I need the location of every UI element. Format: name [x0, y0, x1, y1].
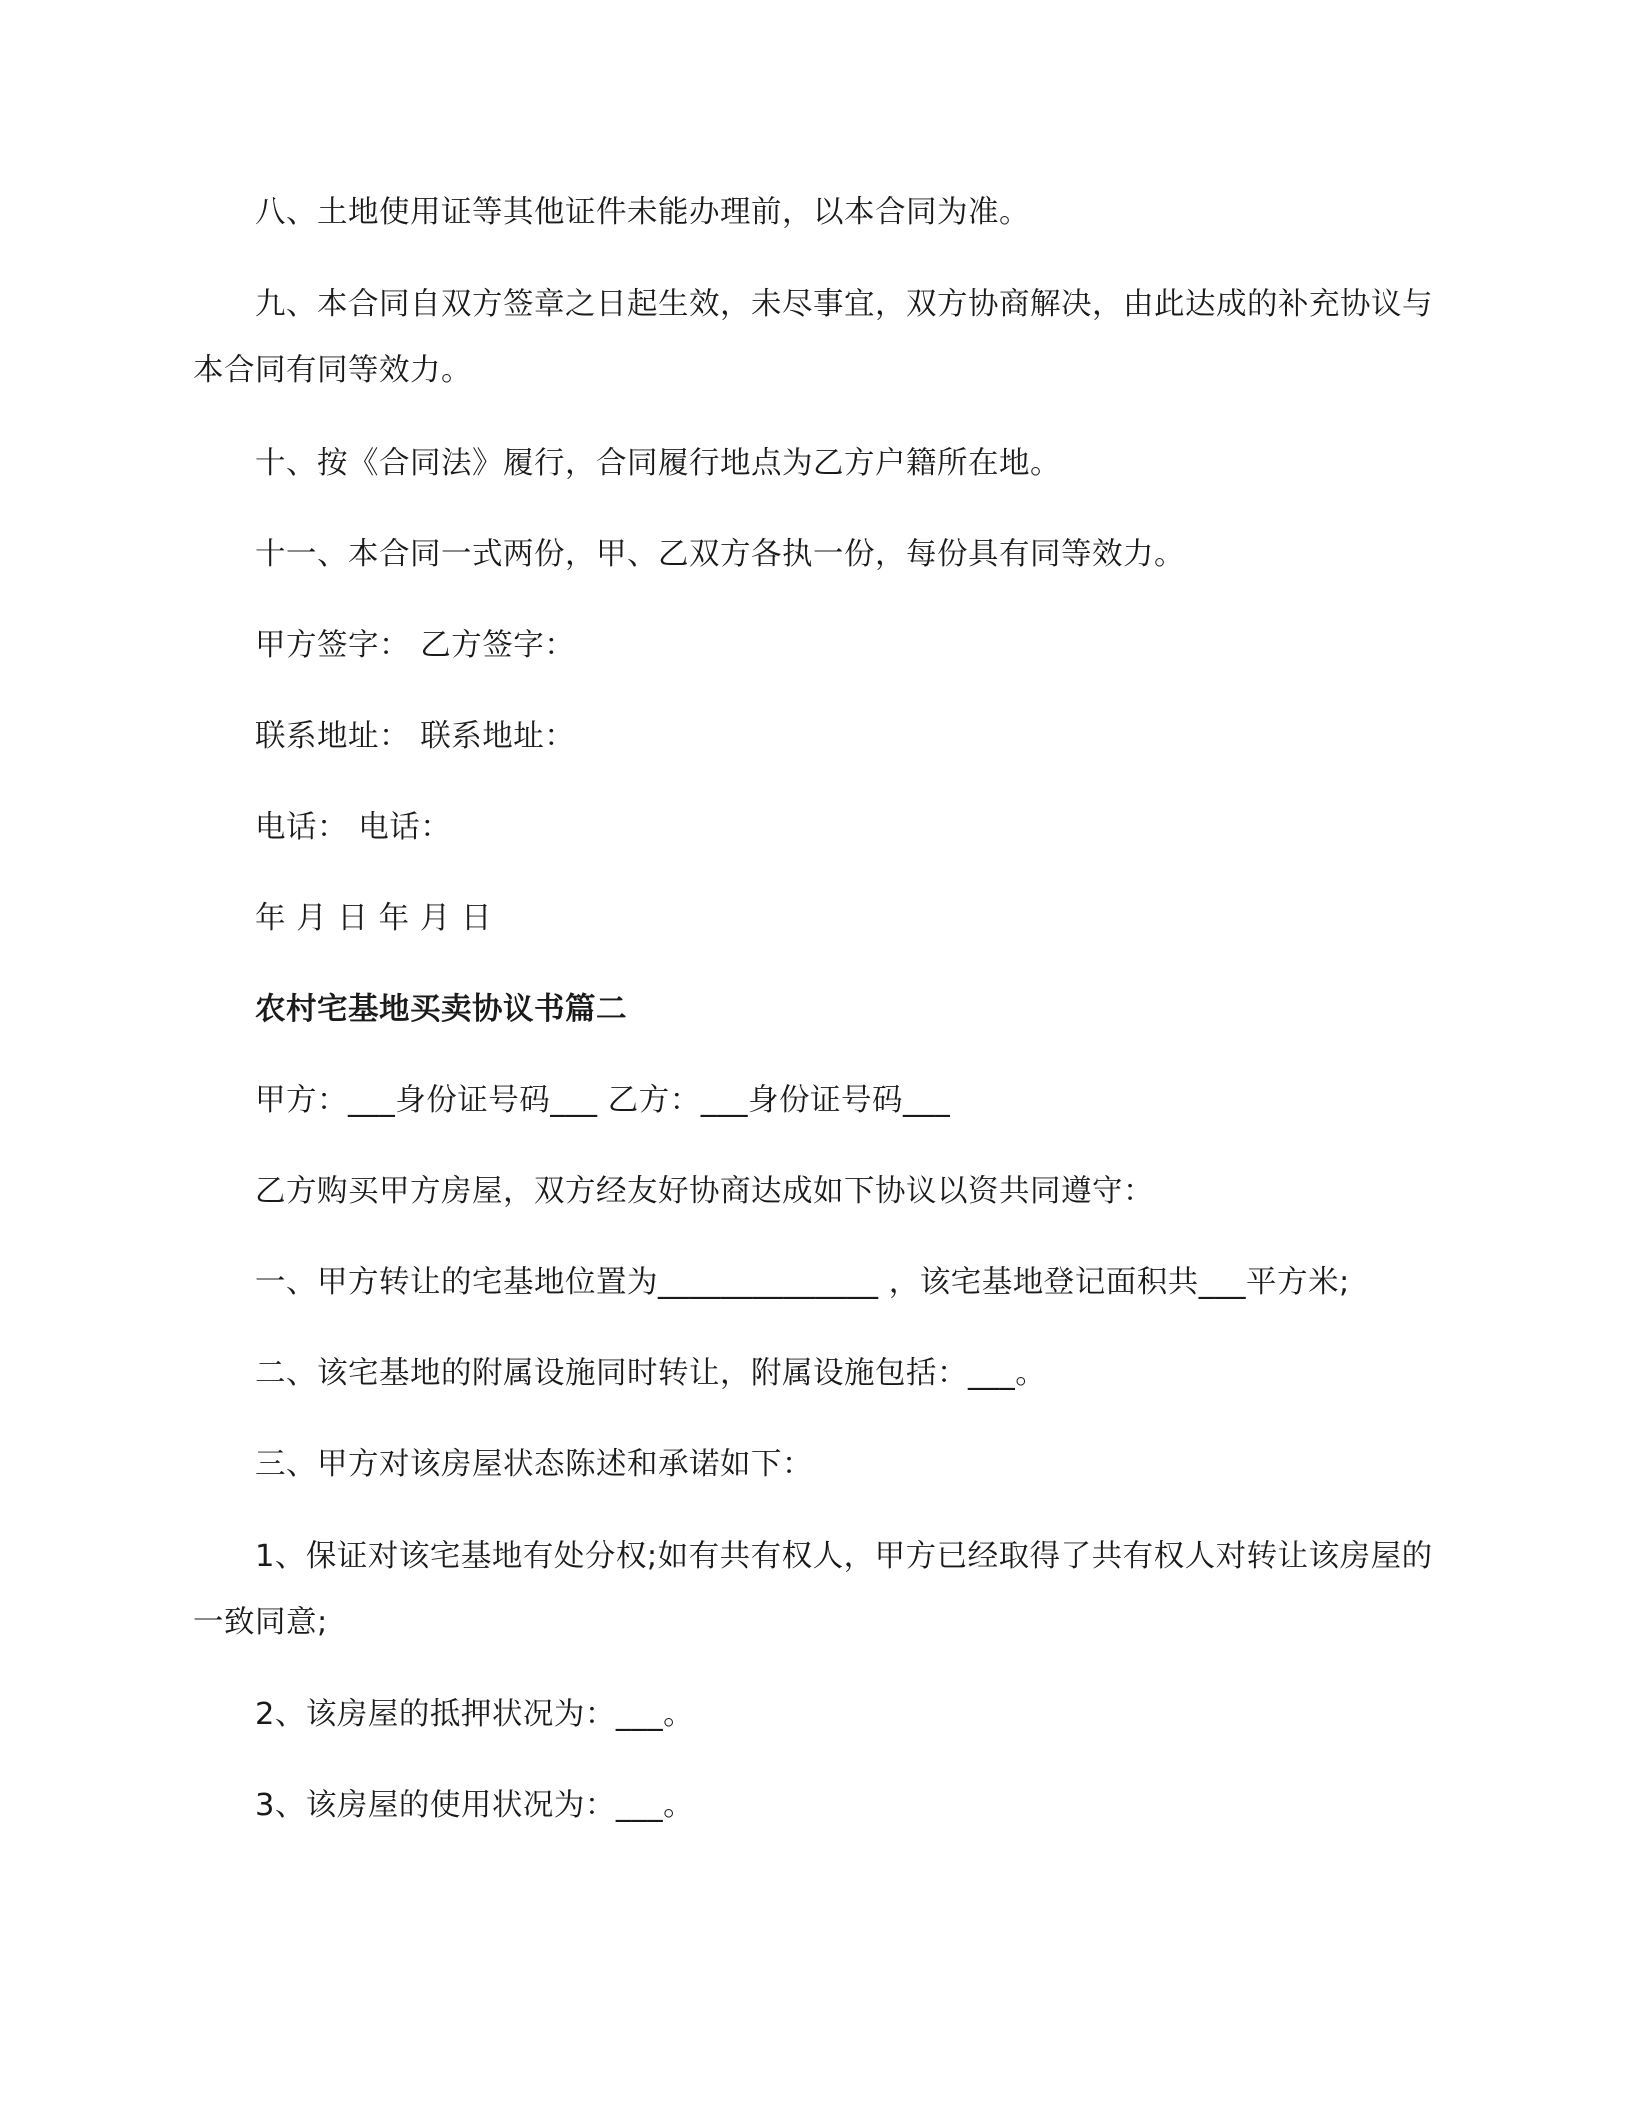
- section-title: 农村宅基地买卖协议书篇二: [255, 992, 627, 1027]
- clause-11: 十一、本合同一式两份，甲、乙双方各执一份，每份具有同等效力。: [255, 537, 1185, 572]
- parties-line: 甲方：___身份证号码___ 乙方：___身份证号码___: [255, 1083, 951, 1118]
- item-3: 3、该房屋的使用状况为：___。: [255, 1788, 695, 1823]
- clause-9: 九、本合同自双方签章之日起生效，未尽事宜，双方协商解决，由此达成的补充协议与本合同有同等效力。: [193, 287, 1433, 388]
- preamble: 乙方购买甲方房屋，双方经友好协商达成如下协议以资共同遵守：: [255, 1174, 1154, 1209]
- clause-3: 三、甲方对该房屋状态陈述和承诺如下：: [255, 1447, 813, 1482]
- signature-line: 甲方签字： 乙方签字：: [255, 628, 576, 663]
- clause-2: 二、该宅基地的附属设施同时转让，附属设施包括：___。: [255, 1356, 1047, 1391]
- clause-8: 八、土地使用证等其他证件未能办理前，以本合同为准。: [255, 195, 1030, 230]
- clause-1: 一、甲方转让的宅基地位置为______________ ，该宅基地登记面积共___平方米;: [255, 1265, 1350, 1300]
- address-line: 联系地址： 联系地址：: [255, 719, 576, 754]
- item-1: 1、保证对该宅基地有处分权;如有共有权人，甲方已经取得了共有权人对转让该房屋的一致同意;: [193, 1539, 1433, 1640]
- date-line: 年 月 日 年 月 日: [255, 901, 492, 936]
- clause-10: 十、按《合同法》履行，合同履行地点为乙方户籍所在地。: [255, 446, 1061, 481]
- phone-line: 电话： 电话：: [255, 810, 452, 845]
- item-2: 2、该房屋的抵押状况为：___。: [255, 1697, 695, 1732]
